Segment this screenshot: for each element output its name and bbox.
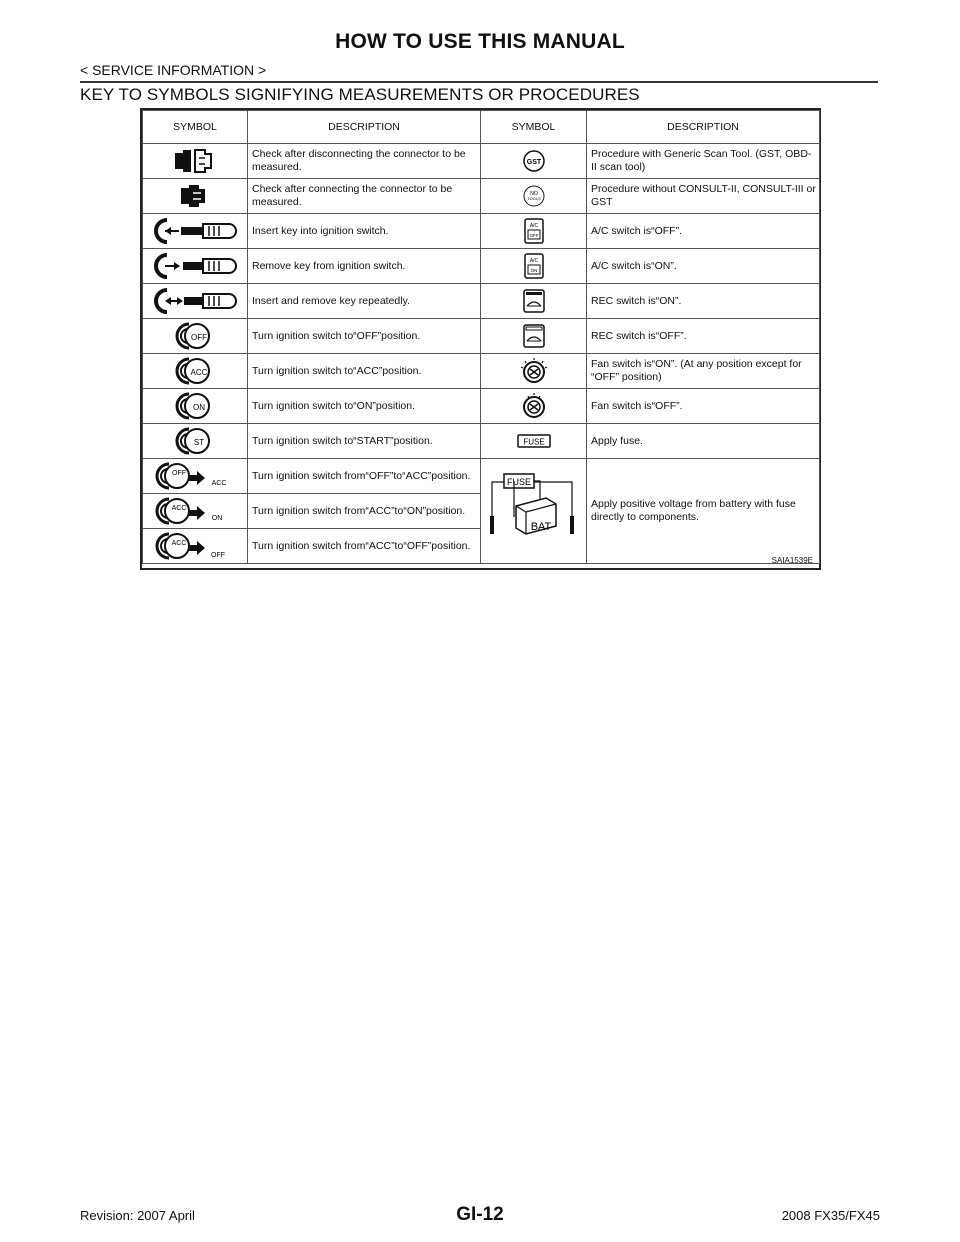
header-symbol-left: SYMBOL [143, 111, 248, 144]
ac-on-icon [481, 249, 587, 284]
figure-id: SAIA1539E [771, 556, 813, 565]
row-description: Turn ignition switch to“ACC”position. [248, 354, 481, 389]
ac-on-label-bottom: ON [530, 268, 537, 273]
gst-label: GST [526, 159, 541, 166]
row-description: REC switch is“OFF”. [587, 319, 820, 354]
key-remove-icon [143, 249, 248, 284]
ignition-acc-to-on-icon [143, 494, 248, 529]
no-tools-icon [481, 179, 587, 214]
ignition-from-label: ACC [171, 540, 187, 547]
footer-page-number: GI-12 [456, 1204, 504, 1225]
table-row [143, 459, 820, 494]
row-description: Apply fuse. [587, 424, 820, 459]
row-description: Turn ignition switch to“OFF”position. [248, 319, 481, 354]
fan-on-icon [481, 354, 587, 389]
row-description: Insert key into ignition switch. [248, 214, 481, 249]
ignition-from-label: ACC [171, 505, 187, 512]
row-description: Turn ignition switch to“START”position. [248, 424, 481, 459]
table-row [143, 319, 820, 354]
connector-connected-icon [143, 179, 248, 214]
ignition-acc-icon [143, 354, 248, 389]
symbols-table [142, 110, 820, 564]
ignition-to-label: ON [211, 515, 223, 522]
rec-off-icon [481, 319, 587, 354]
row-description: Check after connecting the connector to be measured. [248, 179, 481, 214]
table-row [143, 284, 820, 319]
symbols-figure [140, 108, 821, 570]
page-title: HOW TO USE THIS MANUAL [335, 30, 625, 53]
row-description: Remove key from ignition switch. [248, 249, 481, 284]
row-description: Apply positive voltage from battery with fuse directly to components. [587, 459, 820, 564]
row-description: Turn ignition switch from“ACC”to“OFF”position. [248, 529, 481, 564]
table-row [143, 214, 820, 249]
key-insert-icon [143, 214, 248, 249]
key-insert-remove-icon [143, 284, 248, 319]
no-tools-label-top: NO [529, 191, 538, 197]
battery-label: BAT [530, 521, 551, 533]
ignition-from-label: OFF [172, 470, 186, 477]
table-row [143, 249, 820, 284]
rec-on-icon [481, 284, 587, 319]
ac-on-label-top: A/C [529, 258, 538, 264]
ignition-on-label: ON [193, 403, 205, 412]
ignition-off-icon [143, 319, 248, 354]
ac-off-icon [481, 214, 587, 249]
row-description: Insert and remove key repeatedly. [248, 284, 481, 319]
ignition-to-label: OFF [211, 552, 225, 559]
header-description-left: DESCRIPTION [248, 111, 481, 144]
fan-off-icon [481, 389, 587, 424]
row-description: A/C switch is“ON”. [587, 249, 820, 284]
ignition-on-icon [143, 389, 248, 424]
ac-off-label-top: A/C [529, 223, 538, 229]
ac-off-label-bottom: OFF [529, 233, 538, 238]
header-description-right: DESCRIPTION [587, 111, 820, 144]
fuse-label: FUSE [522, 437, 545, 447]
ignition-to-label: ACC [211, 480, 227, 487]
battery-fuse-label: FUSE [506, 477, 531, 487]
footer-model: 2008 FX35/FX45 [781, 1208, 880, 1223]
section-heading: KEY TO SYMBOLS SIGNIFYING MEASUREMENTS OR PROCEDURES [80, 85, 640, 104]
section-label: < SERVICE INFORMATION > [80, 62, 267, 78]
row-description: Procedure without CONSULT-II, CONSULT-III or GST [587, 179, 820, 214]
ignition-acc-label: ACC [190, 368, 208, 377]
row-description: Fan switch is“ON”. (At any position except for “OFF” position) [587, 354, 820, 389]
table-row [143, 144, 820, 179]
table-row [143, 354, 820, 389]
table-row [143, 389, 820, 424]
table-row [143, 179, 820, 214]
table-row [143, 424, 820, 459]
row-description: Turn ignition switch to“ON”position. [248, 389, 481, 424]
table-header-row [143, 111, 820, 144]
battery-fuse-icon [481, 459, 587, 564]
ignition-start-icon [143, 424, 248, 459]
no-tools-label-bottom: TOOLS [526, 196, 541, 201]
row-description: Turn ignition switch from“ACC”to“ON”position. [248, 494, 481, 529]
ignition-start-label: ST [193, 438, 205, 447]
header-symbol-right: SYMBOL [481, 111, 587, 144]
row-description: Check after disconnecting the connector to be measured. [248, 144, 481, 179]
ignition-off-label: OFF [191, 333, 207, 342]
row-description: A/C switch is“OFF”. [587, 214, 820, 249]
row-description: REC switch is“ON”. [587, 284, 820, 319]
gst-icon [481, 144, 587, 179]
connector-disconnected-icon [143, 144, 248, 179]
header-rule [80, 81, 878, 83]
row-description: Fan switch is“OFF”. [587, 389, 820, 424]
ignition-off-to-acc-icon [143, 459, 248, 494]
fuse-icon [481, 424, 587, 459]
row-description: Turn ignition switch from“OFF”to“ACC”position. [248, 459, 481, 494]
ignition-acc-to-off-icon [143, 529, 248, 564]
row-description: Procedure with Generic Scan Tool. (GST, OBD-II scan tool) [587, 144, 820, 179]
footer-revision: Revision: 2007 April [80, 1208, 195, 1223]
